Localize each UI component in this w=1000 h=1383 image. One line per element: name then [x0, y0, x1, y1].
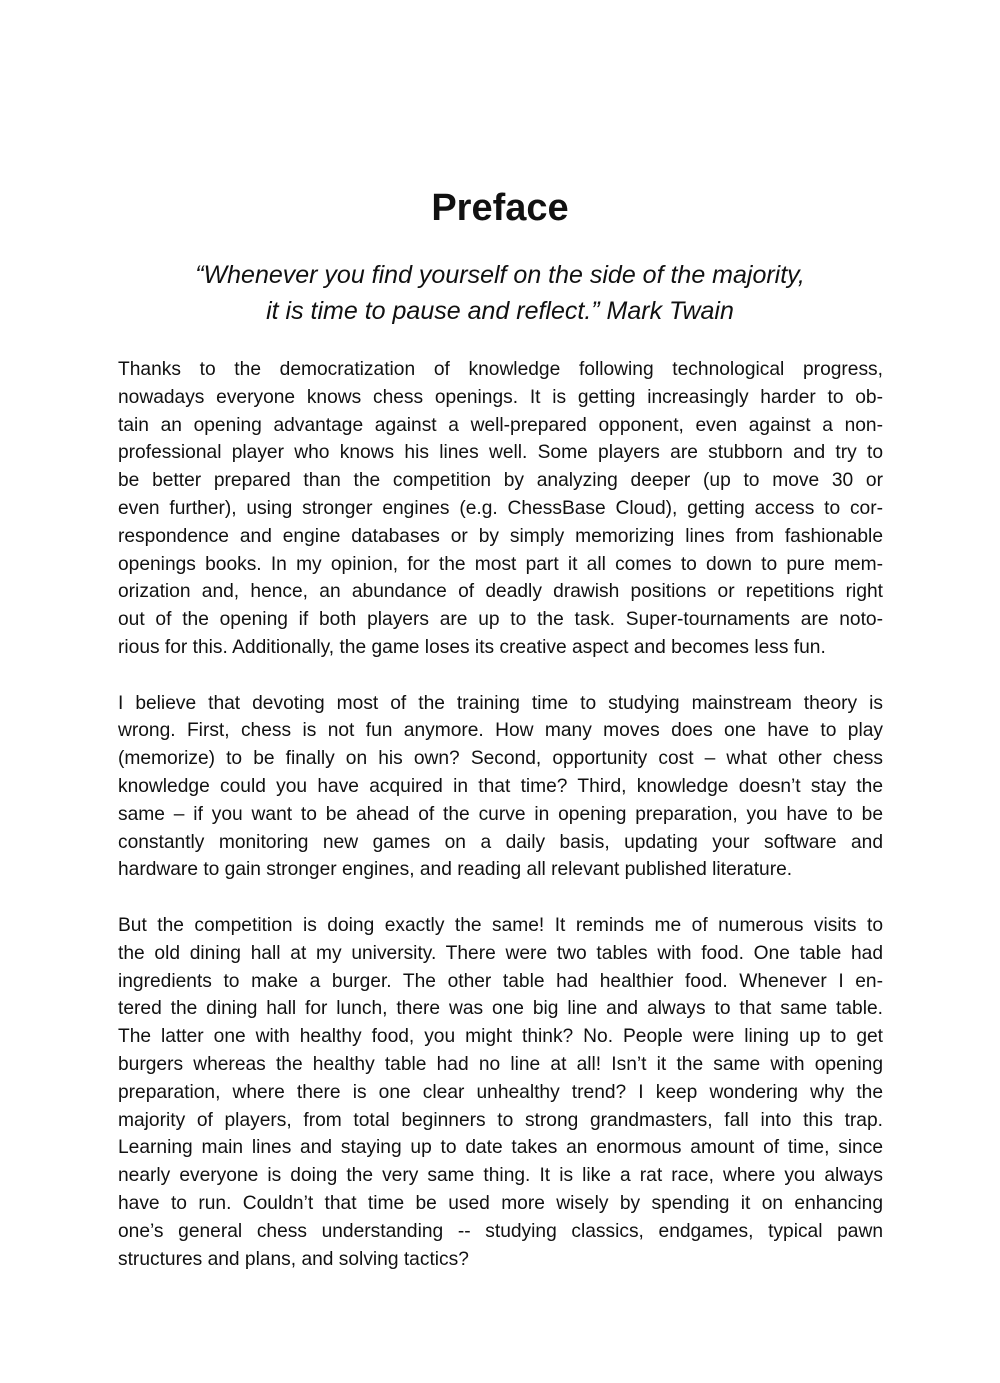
- paragraph-3: [118, 912, 883, 1273]
- paragraph-2: [118, 690, 883, 885]
- text-line: knowledge could you have acquired in that time? Third, knowledge doesn’t stay the: [118, 775, 883, 797]
- text-line: ingredients to make a burger. The other table had healthier food. Whenever I en-: [118, 970, 883, 992]
- text-line: wrong. First, chess is not fun anymore. How many moves does one have to play: [118, 720, 883, 742]
- epigraph-line-1: “Whenever you find yourself on the side of the majority,: [195, 261, 805, 289]
- text-line: even further), using stronger engines (e.g. ChessBase Cloud), getting access to cor-: [118, 497, 883, 519]
- text-line: Learning main lines and staying up to date takes an enormous amount of time, since: [118, 1137, 883, 1159]
- text-line: nearly everyone is doing the very same thing. It is like a rat race, where you always: [118, 1165, 883, 1187]
- text-line: burgers whereas the healthy table had no line at all! Isn’t it the same with opening: [118, 1053, 883, 1075]
- text-line: out of the opening if both players are up to the task. Super-tournaments are noto-: [118, 609, 883, 631]
- text-line: the old dining hall at my university. There were two tables with food. One table had: [118, 942, 883, 964]
- epigraph-line-2: it is time to pause and reflect.” Mark Twain: [266, 297, 734, 325]
- text-line: The latter one with healthy food, you might think? No. People were lining up to get: [118, 1026, 883, 1048]
- text-line: preparation, where there is one clear unhealthy trend? I keep wondering why the: [118, 1081, 883, 1103]
- text-line: hardware to gain stronger engines, and reading all relevant published literature.: [118, 859, 793, 881]
- text-line: openings books. In my opinion, for the most part it all comes to down to pure mem-: [118, 553, 883, 575]
- text-line: tered the dining hall for lunch, there was one big line and always to that same table.: [118, 998, 883, 1020]
- text-line: professional player who knows his lines well. Some players are stubborn and try to: [118, 442, 883, 464]
- epigraph-quote: [100, 257, 900, 329]
- text-line: orization and, hence, an abundance of deadly drawish positions or repetitions right: [118, 581, 883, 603]
- text-line: Thanks to the democratization of knowledge following technological progress,: [118, 359, 883, 380]
- text-line: (memorize) to be finally on his own? Second, opportunity cost – what other chess: [118, 748, 883, 770]
- text-line: nowadays everyone knows chess openings. It is getting increasingly harder to ob-: [118, 386, 883, 408]
- page-title: Preface: [431, 187, 569, 229]
- text-line: structures and plans, and solving tactics?: [118, 1248, 469, 1270]
- text-line: tain an opening advantage against a well-prepared opponent, even against a non-: [118, 414, 883, 436]
- text-line: But the competition is doing exactly the same! It reminds me of numerous visits to: [118, 914, 883, 936]
- text-line: rious for this. Additionally, the game loses its creative aspect and becomes less fun.: [118, 636, 826, 658]
- body-text: [118, 356, 883, 1301]
- text-line: have to run. Couldn’t that time be used more wisely by spending it on enhancing: [118, 1192, 883, 1214]
- text-line: I believe that devoting most of the training time to studying mainstream theory is: [118, 692, 883, 714]
- text-line: be better prepared than the competition by analyzing deeper (up to move 30 or: [118, 470, 883, 492]
- text-line: same – if you want to be ahead of the curve in opening preparation, you have to be: [118, 803, 883, 825]
- text-line: respondence and engine databases or by simply memorizing lines from fashionable: [118, 525, 883, 547]
- text-line: majority of players, from total beginners to strong grandmasters, fall into this trap.: [118, 1109, 883, 1131]
- paragraph-1: [118, 356, 883, 662]
- text-line: one’s general chess understanding -- studying classics, endgames, typical pawn: [118, 1220, 883, 1242]
- text-line: constantly monitoring new games on a daily basis, updating your software and: [118, 831, 883, 853]
